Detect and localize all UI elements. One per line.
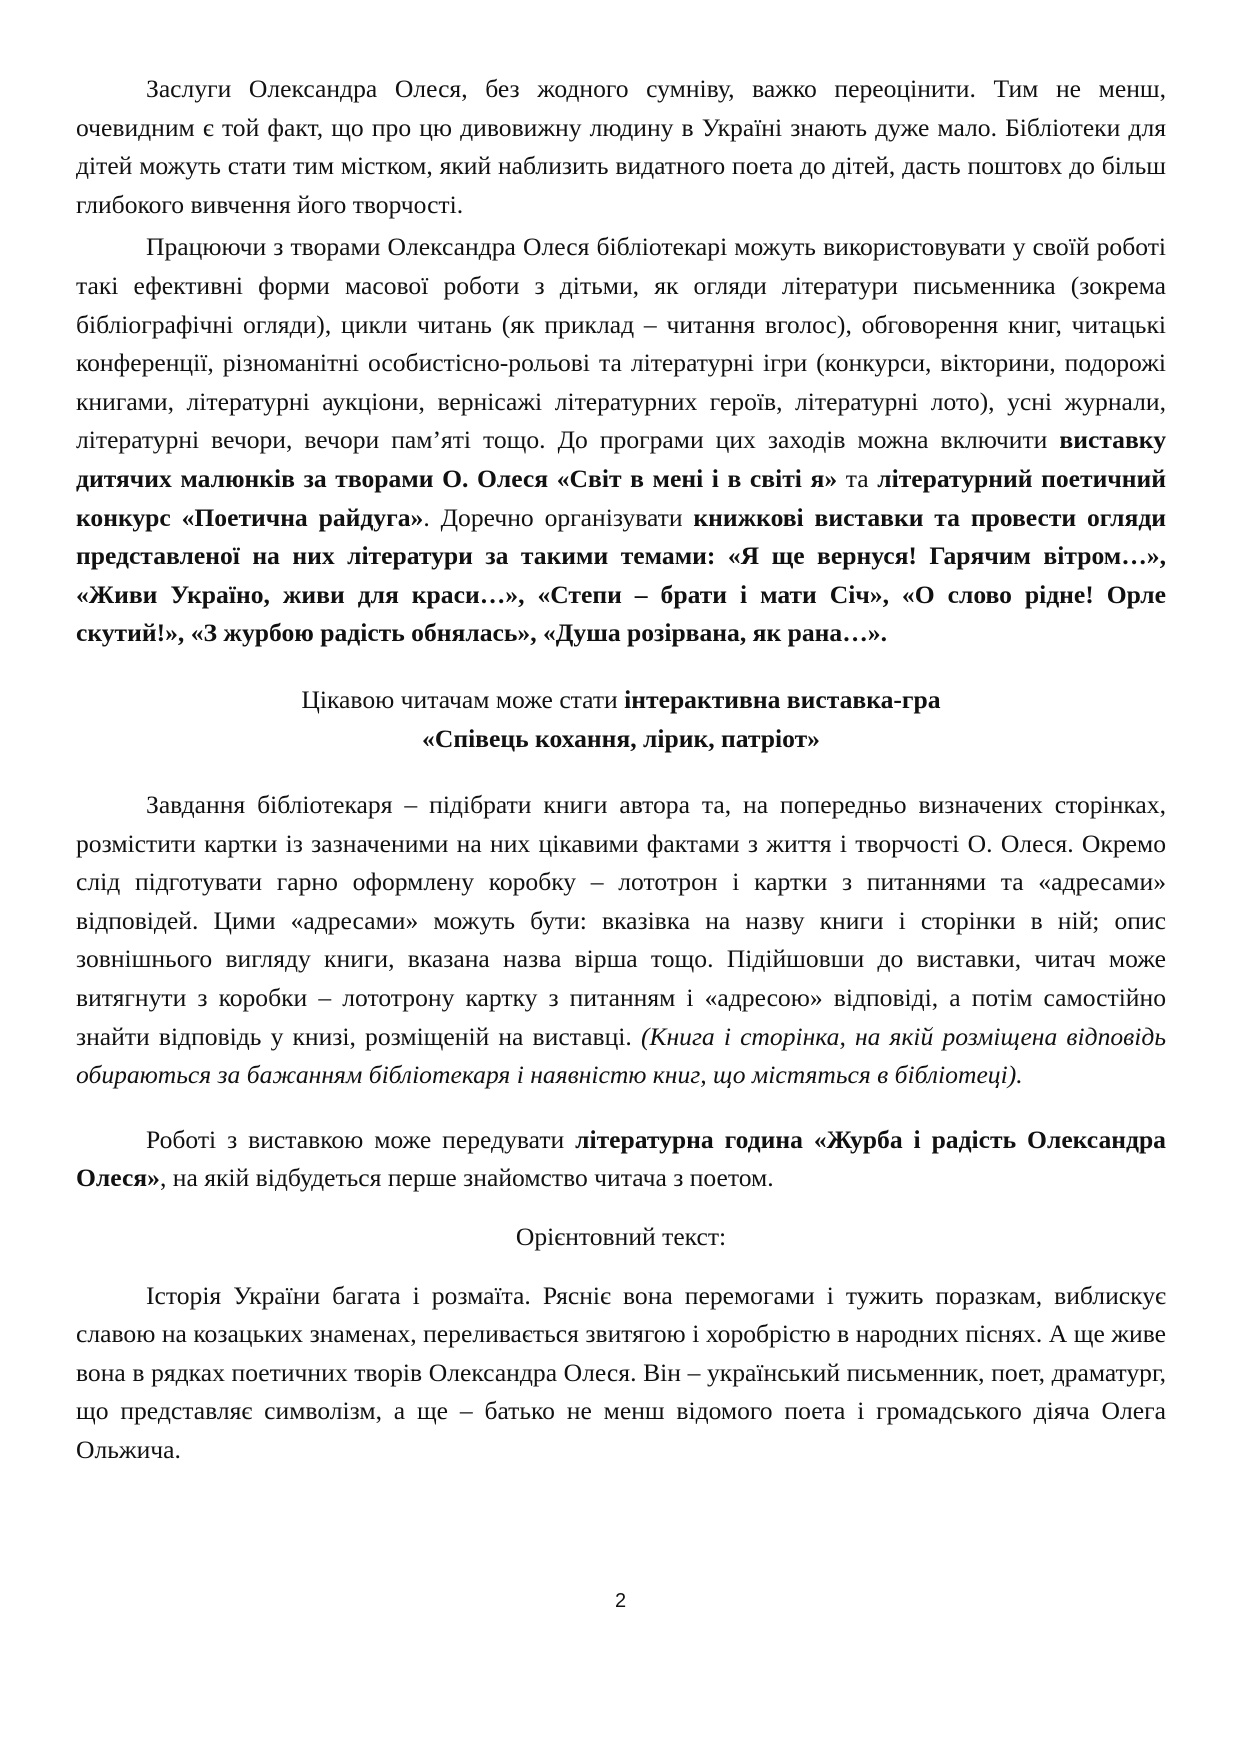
bold-poetry-contest: літературний поетичний конкурс «Поетична райдуга» [76, 463, 1166, 532]
text-run: Працюючи з творами Олександра Олеся бібліотекарі можуть використовувати у своїй роботі такі ефективні форми масової роботи з дітьми, як огляди літератури письменника (зокрема бібліографічні огляди), цикли читань (як приклад – читання вголос), обговорення книг, читацькі конференції, різноманітні особистісно-рольові та літературні ігри (конкурси, вікторини, подорожі книгами, літературні аукціони, вернісажі літературних героїв, літературні лото), усні журнали, літературні вечори, вечори пам’яті тощо. До програми цих заходів можна включити [76, 232, 1166, 455]
text-run: та [837, 463, 878, 493]
subheading-sample-text: Орієнтовний текст: [515, 1222, 727, 1252]
paragraph-intro: Заслуги Олександра Олеся, без жодного сумніву, важко переоцінити. Тим не менш, очевидним є той факт, що про цю дивовижну людину в Україні знають дуже мало. Бібліотеки для дітей можуть стати тим містком, який наблизить видатного поета до дітей, дасть поштовх до більш глибокого вивчення його творчості. [76, 74, 1166, 219]
paragraph-history: Історія України багата і розмаїта. Рясніє вона перемогами і тужить поразкам, виблискує славою на козацьких знаменах, переливається звитягою і хоробрістю в народних піснях. А ще живе вона в рядках поетичних творів Олександра Олеся. Він – український письменник, поет, драматург, що представляє символізм, а ще – батько не менш відомого поета і громадського діяча Олега Ольжича. [76, 1280, 1166, 1464]
heading-title-bold: «Співець кохання, лірик, патріот» [422, 723, 820, 753]
paragraph-task [76, 786, 1166, 1095]
text-run: Роботі з виставкою може передувати [146, 1124, 576, 1154]
document-body [76, 70, 1166, 1470]
section-heading-title [76, 720, 1166, 759]
page-number: 2 [614, 1590, 627, 1612]
text-run: Завдання бібліотекаря – підібрати книги автора та, на попередньо визначених сторінках, розмістити картки із зазначеними на них цікавими фактами з життя і творчості О. Олеся. Окремо слід підготувати гарно оформлену коробку – лототрон і картки з питаннями та «адресами» відповідей. Цими «адресами» можуть бути: вказівка на назву книги і сторінки в ній; опис зовнішнього вигляду книги, вказана назва вірша тощо. Підійшовши до виставки, читач може витягнути з коробки – лототрону картку з питанням і «адресою» відповіді, а потім самостійно знайти відповідь у книзі, розміщеній на виставці. [76, 790, 1166, 1051]
section-heading [76, 681, 1166, 720]
paragraph-forms [76, 228, 1166, 653]
italic-note: (Книга і сторінка, на якій розміщена відповідь обираються за бажанням бібліотекаря і наявністю книг, що містяться в бібліотеці). [76, 1021, 1166, 1090]
heading-text: Цікавою читачам може стати [301, 684, 625, 714]
bold-exhibition-drawings: виставку дитячих малюнків за творами О. Олеся «Світ в мені і в світі я» [76, 425, 1166, 493]
bold-literary-hour: літературна година «Журба і радість Олександра Олеся» [76, 1124, 1166, 1193]
bold-book-exhibitions: книжкові виставки та провести огляди представленої на них літератури за такими темами: «Я ще вернуся! Гарячим вітром…», «Живи Україно, живи для краси…», «Степи – брати і мати Січ», «О слово рідне! Орле скутий!», «З журбою радість обнялась», «Душа розірвана, як рана…». [76, 502, 1167, 648]
paragraph-literary-hour [76, 1121, 1166, 1198]
text-run: . Доречно організувати [423, 502, 694, 532]
heading-bold: інтерактивна виставка-гра [624, 684, 941, 714]
text-run: , на якій відбудеться перше знайомство читача з поетом. [159, 1163, 774, 1193]
